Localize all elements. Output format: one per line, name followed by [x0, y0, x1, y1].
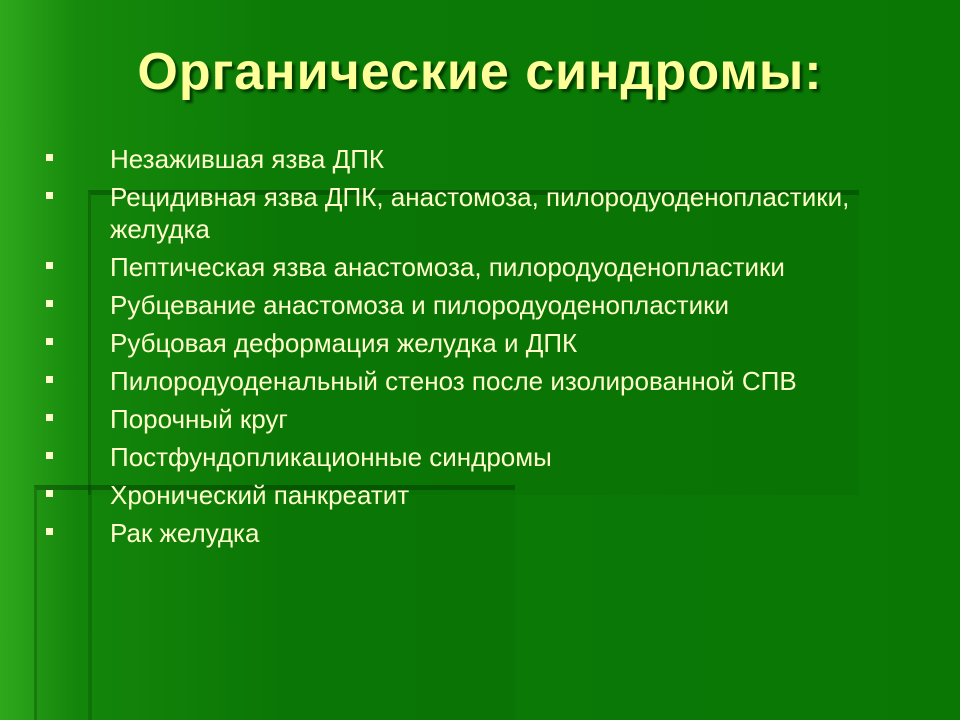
- square-bullet-icon: [46, 528, 53, 535]
- list-item-text: Пептическая язва анастомоза, пилородуоденопластики: [110, 252, 785, 282]
- square-bullet-icon: [46, 376, 53, 383]
- square-bullet-icon: [46, 338, 53, 345]
- list-item: [44, 403, 924, 435]
- list-item: [44, 441, 924, 473]
- list-item-text: Пилородуоденальный стеноз после изолированной СПВ: [110, 366, 797, 396]
- list-item: [44, 143, 924, 175]
- slide-title: Органические синдромы:: [137, 43, 823, 101]
- square-bullet-icon: [46, 490, 53, 497]
- list-item-text: Рак желудка: [110, 518, 260, 548]
- list-item-text: Незажившая язва ДПК: [110, 144, 385, 174]
- syndrome-list: [44, 143, 924, 555]
- square-bullet-icon: [46, 452, 53, 459]
- list-item: [44, 181, 924, 245]
- list-item: [44, 327, 924, 359]
- list-item: [44, 365, 924, 397]
- list-item-text: Постфундопликационные синдромы: [110, 442, 552, 472]
- square-bullet-icon: [46, 414, 53, 421]
- square-bullet-icon: [46, 262, 53, 269]
- list-item: [44, 289, 924, 321]
- list-item-text: Порочный круг: [110, 404, 288, 434]
- list-item: [44, 251, 924, 283]
- square-bullet-icon: [46, 154, 53, 161]
- list-item-text: Рубцовая деформация желудка и ДПК: [110, 328, 578, 358]
- square-bullet-icon: [46, 300, 53, 307]
- square-bullet-icon: [46, 192, 53, 199]
- list-item: [44, 517, 924, 549]
- list-item-text: Хронический панкреатит: [110, 480, 410, 510]
- list-item: [44, 479, 924, 511]
- list-item-text: Рубцевание анастомоза и пилородуоденопластики: [110, 290, 729, 320]
- list-item-text: Рецидивная язва ДПК, анастомоза, пилородуоденопластики, желудка: [110, 182, 850, 244]
